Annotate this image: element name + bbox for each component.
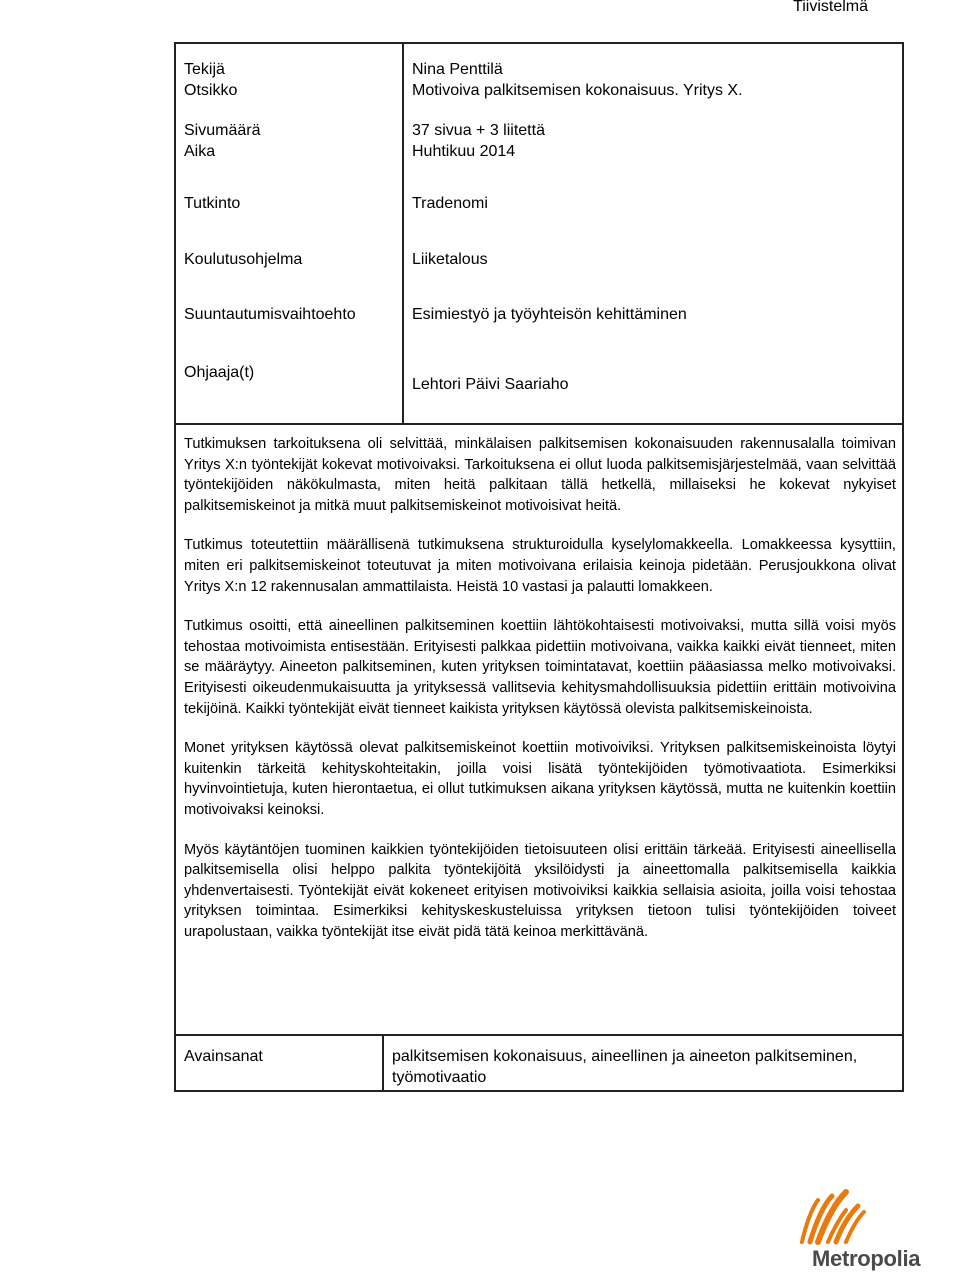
title-value: Motivoiva palkitsemisen kokonaisuus. Yritys X. — [412, 82, 743, 99]
supervisor-label: Ohjaaja(t) — [184, 364, 255, 381]
keywords-label: Avainsanat — [184, 1048, 263, 1065]
abstract-paragraph-4: Monet yrityksen käytössä olevat palkitsemiskeinot koettiin motivoiviksi. Yrityksen palkitsemiskeinoista löytyi kuitenkin tärkeitä kehityskohteitakin, joilla voisi lisätä työntekijöiden työmotivaatiota. Esimerkiksi hyvinvointietuja, kuten hierontaetua, ei ollut tutkimuksen aikana yrityksen käytössä, mutta ne kuitenkin koettiin motivoivaksi keinoksi. — [184, 740, 896, 818]
abstract-paragraph-2: Tutkimus toteutettiin määrällisenä tutkimuksena strukturoidulla kyselylomakkeella. Lomakkeessa kysyttiin, miten eri palkitsemiskeinot toteutuvat ja miten motivoivana erilaisia keinoja pidetään. Perusjoukkona olivat Yritys X:n 12 rakennusalan ammattilaista. Heistä 10 vastasi ja palautti lomakkeen. — [184, 537, 896, 595]
pages-value: 37 sivua + 3 liitettä — [412, 122, 545, 139]
title-label: Otsikko — [184, 82, 238, 99]
degree-label: Tutkinto — [184, 195, 241, 212]
author-value: Nina Penttilä — [412, 61, 503, 78]
keywords-value: palkitsemisen kokonaisuus, aineellinen ja aineeton palkitseminen, työmotivaatio — [392, 1048, 858, 1086]
column-divider — [402, 44, 404, 423]
keywords-table — [176, 1034, 902, 1092]
abstract-form — [174, 42, 904, 1092]
programme-label: Koulutusohjelma — [184, 251, 303, 268]
metadata-table — [176, 44, 902, 425]
document-type-label: Tiivistelmä — [793, 0, 868, 15]
supervisor-value: Lehtori Päivi Saariaho — [412, 376, 569, 393]
abstract-paragraph-3: Tutkimus osoitti, että aineellinen palkitseminen koettiin lähtökohtaisesti motivoivaksi, mutta sillä voisi myös tehostaa motivoimista entisestään. Erityisesti palkkaa pidettiin motivoivana, vaikka kaikki eivät tienneet, miten se määräytyy. Aineeton palkitseminen, kuten yrityksen toimintatavat, koettiin pääasiassa melko motivoivaksi. Erityisesti oikeudenmukaisuutta ja yrityksessä vallitsevia kehitysmahdollisuuksia pidettiin erittäin motivoivina tekijöinä. Kaikki työntekijät eivät tienneet kaikista yrityksen käytössä olevista palkitsemiskeinoista. — [184, 618, 896, 717]
keywords-divider — [382, 1036, 384, 1092]
abstract-paragraph-5: Myös käytäntöjen tuominen kaikkien työntekijöiden tietoisuuteen olisi erittäin tärkeää. Erityisesti aineellisella palkitsemisella olisi helppo palkita työntekijöitä yksilöidysti ja aineettomalla palkitsemisella kaikkia yhdenvertaisesti. Työntekijät eivät kokeneet erityisen motivoiviksi kaikkia sellaisia asioita, joilla voisi tehostaa yrityksen toimintaa. Esimerkiksi kehityskeskusteluissa yrityksen tietoon tulisi työntekijöiden toiveet urapolustaan, vaikka työntekijät itse eivät pidä tätä keinoa merkittävänä. — [184, 841, 896, 940]
abstract-paragraph-1: Tutkimuksen tarkoituksena oli selvittää, minkälaisen palkitsemisen kokonaisuuden rakennusalalla toimivan Yritys X:n työntekijät kokevat motivoivaksi. Tarkoituksena ei ollut luoda palkitsemisjärjestelmää, vaan selvittää työntekijöiden näkökulmasta, miten heitä palkitaan tällä hetkellä, millaiseksi he kokevat nykyiset palkitsemiskeinot ja mitkä muut palkitsemiskeinot motivoisivat heitä. — [184, 436, 896, 514]
abstract-body — [184, 434, 896, 961]
specialisation-label: Suuntautumisvaihtoehto — [184, 306, 356, 323]
logo-wordmark: Metropolia — [812, 1246, 921, 1271]
specialisation-value: Esimiestyö ja työyhteisön kehittäminen — [412, 306, 687, 323]
pages-label: Sivumäärä — [184, 122, 261, 139]
degree-value: Tradenomi — [412, 195, 488, 212]
author-label: Tekijä — [184, 61, 225, 78]
time-label: Aika — [184, 143, 216, 160]
programme-value: Liiketalous — [412, 251, 488, 268]
time-value: Huhtikuu 2014 — [412, 143, 516, 160]
